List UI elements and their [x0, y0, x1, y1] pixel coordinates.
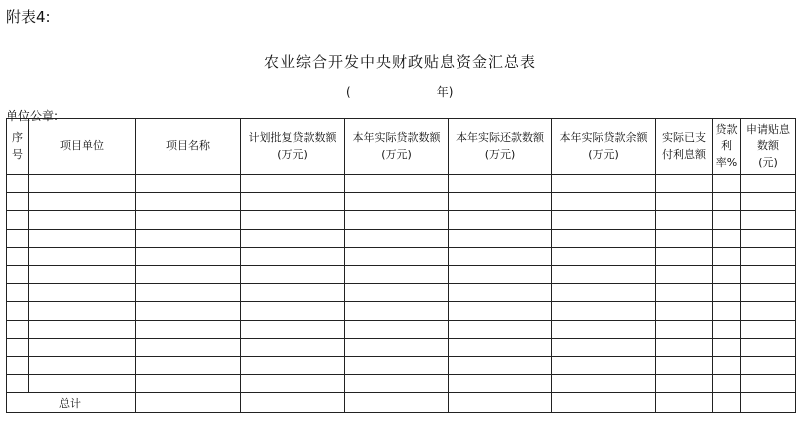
column-header-planned-loan: 计划批复贷款数额 (万元) — [241, 119, 345, 175]
column-header-interest-paid: 实际已支 付利息额 — [656, 119, 713, 175]
table-row — [7, 302, 796, 320]
table-row — [7, 175, 796, 193]
column-header-loan-rate: 贷款 利 率% — [713, 119, 741, 175]
table-row — [7, 356, 796, 374]
column-header-subsidy-amount: 申请贴息 数额 (元) — [741, 119, 796, 175]
unit-seal-label: 单位公章: — [6, 109, 59, 123]
year-open: ( — [346, 85, 351, 99]
column-header-index: 序 号 — [7, 119, 29, 175]
table-row — [7, 265, 796, 283]
table-row — [7, 338, 796, 356]
column-header-project-name: 项目名称 — [136, 119, 241, 175]
table-row — [7, 320, 796, 338]
attachment-label: 附表4: — [6, 8, 51, 26]
summary-table — [6, 118, 796, 413]
table-total-row — [7, 393, 796, 413]
table-row — [7, 193, 796, 211]
column-header-project-unit: 项目单位 — [29, 119, 136, 175]
column-header-loan-balance: 本年实际贷款余额 (万元) — [552, 119, 656, 175]
table-row — [7, 375, 796, 393]
table-row — [7, 284, 796, 302]
year-line — [346, 83, 453, 100]
total-label: 总计 — [7, 393, 136, 413]
table-row — [7, 247, 796, 265]
column-header-actual-loan: 本年实际贷款数额 (万元) — [345, 119, 449, 175]
page-title: 农业综合开发中央财政贴息资金汇总表 — [263, 53, 536, 71]
year-close: 年) — [436, 85, 454, 99]
column-header-actual-repayment: 本年实际还款数额 (万元) — [449, 119, 552, 175]
table-header-row — [7, 119, 796, 175]
table-row — [7, 229, 796, 247]
table-row — [7, 211, 796, 229]
